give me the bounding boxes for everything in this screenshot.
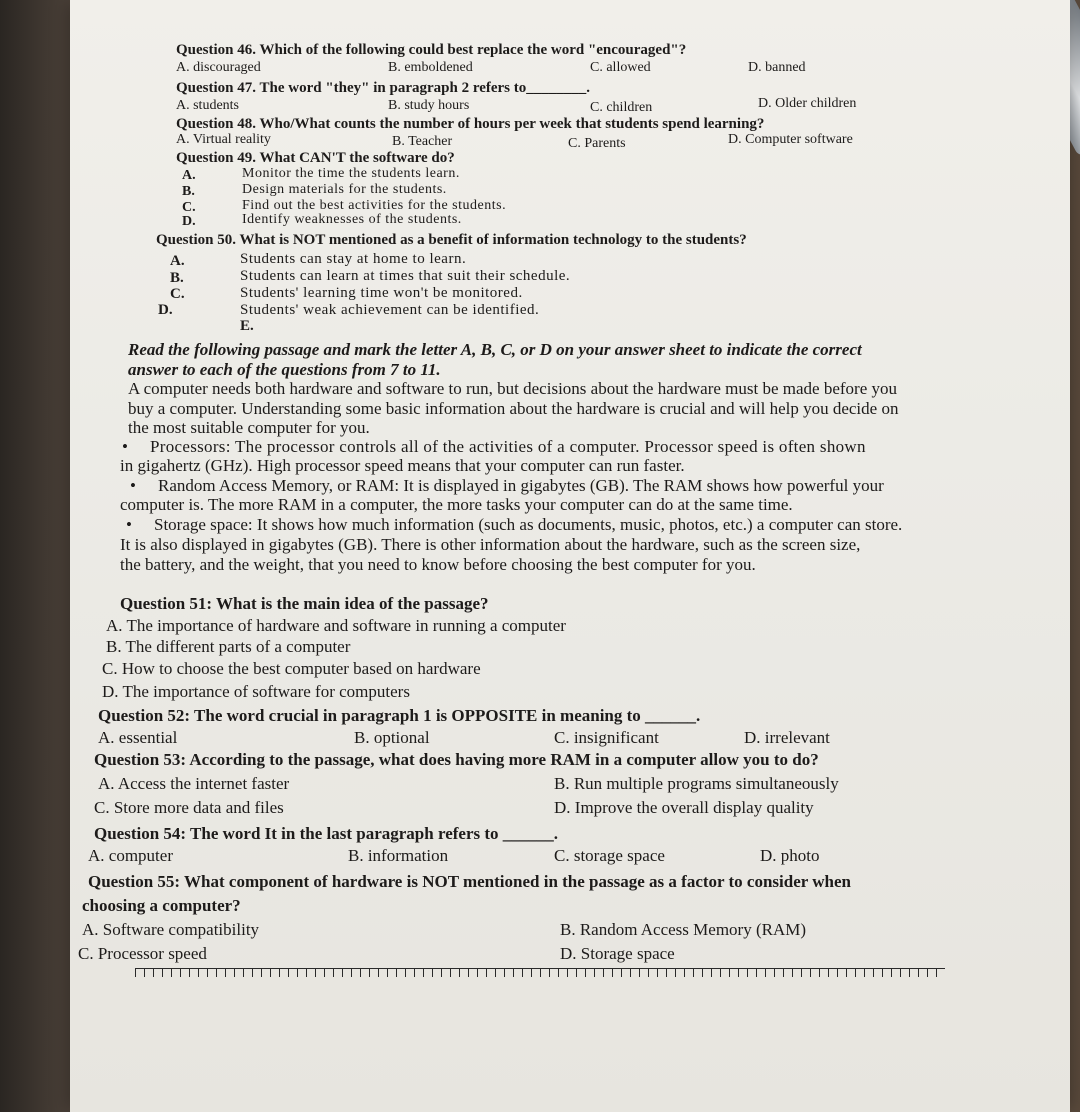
passage-b1-line-2: in gigahertz (GHz). High processor speed means that your computer can run faster. [120, 456, 685, 475]
q46-option-b[interactable]: B. emboldened [388, 60, 473, 75]
q50-label-c: C. [170, 286, 185, 302]
passage-b2-line-1: Random Access Memory, or RAM: It is displayed in gigabytes (GB). The RAM shows how powerful your [158, 476, 884, 495]
q50-label-e: E. [240, 318, 254, 334]
q54-option-c[interactable]: C. storage space [554, 846, 665, 865]
q47-option-c[interactable]: C. children [590, 100, 653, 115]
q47-stem: Question 47. The word "they" in paragraph 2 refers to________. [176, 80, 591, 96]
passage-b3-line-3: the battery, and the weight, that you need to know before choosing the best computer for you. [120, 555, 756, 574]
q54-option-b[interactable]: B. information [348, 846, 449, 865]
q49-option-b[interactable]: Design materials for the students. [242, 182, 447, 197]
q50-label-d: D. [158, 302, 173, 318]
q50-label-b: B. [170, 270, 184, 286]
q53-option-c[interactable]: C. Store more data and files [94, 798, 284, 817]
q50-option-d[interactable]: Students' weak achievement can be identified. [240, 302, 540, 318]
q55-option-b[interactable]: B. Random Access Memory (RAM) [560, 920, 807, 939]
q52-option-c[interactable]: C. insignificant [554, 728, 659, 747]
worksheet-page [70, 0, 1070, 1112]
q47-option-d[interactable]: D. Older children [758, 96, 857, 111]
passage-b2-line-2: computer is. The more RAM in a computer, the more tasks your computer can do at the same time. [120, 495, 793, 514]
q49-label-a: A. [182, 168, 196, 183]
q51-option-a[interactable]: A. The importance of hardware and software in running a computer [106, 616, 566, 635]
q46-stem: Question 46. Which of the following could best replace the word "encouraged"? [176, 42, 687, 58]
q49-option-d[interactable]: Identify weaknesses of the students. [242, 212, 462, 227]
q47-option-a[interactable]: A. students [176, 98, 239, 113]
q51-option-b[interactable]: B. The different parts of a computer [106, 637, 351, 656]
q53-option-a[interactable]: A. Access the internet faster [98, 774, 290, 793]
q55-stem-line-2: choosing a computer? [82, 896, 241, 915]
q51-option-c[interactable]: C. How to choose the best computer based on hardware [102, 659, 481, 678]
q53-option-b[interactable]: B. Run multiple programs simultaneously [554, 774, 839, 793]
instruction-line-2: answer to each of the questions from 7 to 11. [128, 360, 441, 379]
q46-option-d[interactable]: D. banned [748, 60, 806, 75]
q49-stem: Question 49. What CAN'T the software do? [176, 150, 455, 166]
passage-b3-line-1: Storage space: It shows how much information (such as documents, music, photos, etc.) a computer can store. [154, 515, 903, 534]
q55-option-d[interactable]: D. Storage space [560, 944, 675, 963]
q51-option-d[interactable]: D. The importance of software for computers [102, 682, 410, 701]
q49-label-c: C. [182, 200, 196, 215]
q48-option-c[interactable]: C. Parents [568, 136, 626, 151]
q46-option-c[interactable]: C. allowed [590, 60, 651, 75]
passage-b3-line-2: It is also displayed in gigabytes (GB). There is other information about the hardware, such as the screen size, [120, 535, 861, 554]
bullet-2: • [130, 476, 136, 495]
q50-label-a: A. [170, 253, 185, 269]
q49-label-d: D. [182, 214, 196, 229]
bullet-3: • [126, 515, 132, 534]
q54-option-a[interactable]: A. computer [88, 846, 173, 865]
q51-stem: Question 51: What is the main idea of the passage? [120, 594, 489, 613]
q46-option-a[interactable]: A. discouraged [176, 60, 261, 75]
q55-option-a[interactable]: A. Software compatibility [82, 920, 260, 939]
q50-option-c[interactable]: Students' learning time won't be monitored. [240, 285, 523, 301]
q48-option-a[interactable]: A. Virtual reality [176, 132, 271, 147]
bullet-1: • [122, 437, 128, 456]
q50-option-b[interactable]: Students can learn at times that suit their schedule. [240, 268, 571, 284]
q50-stem: Question 50. What is NOT mentioned as a benefit of information technology to the students? [156, 232, 747, 248]
q53-option-d[interactable]: D. Improve the overall display quality [554, 798, 814, 817]
q55-option-c[interactable]: C. Processor speed [78, 944, 207, 963]
q52-option-d[interactable]: D. irrelevant [744, 728, 830, 747]
q49-label-b: B. [182, 184, 195, 199]
q50-option-a[interactable]: Students can stay at home to learn. [240, 251, 467, 267]
q52-stem: Question 52: The word crucial in paragraph 1 is OPPOSITE in meaning to ______. [98, 706, 701, 725]
q53-stem: Question 53: According to the passage, what does having more RAM in a computer allow you to do? [94, 750, 819, 769]
q52-option-b[interactable]: B. optional [354, 728, 430, 747]
q48-option-b[interactable]: B. Teacher [392, 134, 453, 149]
passage-p1-line-3: the most suitable computer for you. [128, 418, 370, 437]
dotted-separator [135, 968, 945, 977]
passage-p1-line-1: A computer needs both hardware and software to run, but decisions about the hardware must be made before you [128, 379, 898, 398]
q47-option-b[interactable]: B. study hours [388, 98, 470, 113]
q52-option-a[interactable]: A. essential [98, 728, 178, 747]
q54-stem: Question 54: The word It in the last paragraph refers to ______. [94, 824, 559, 843]
instruction-line-1: Read the following passage and mark the letter A, B, C, or D on your answer sheet to indicate the correct [128, 340, 862, 359]
passage-b1-line-1: Processors: The processor controls all of the activities of a computer. Processor speed is often shown [150, 437, 866, 456]
q54-option-d[interactable]: D. photo [760, 846, 820, 865]
q49-option-a[interactable]: Monitor the time the students learn. [242, 166, 460, 181]
passage-p1-line-2: buy a computer. Understanding some basic information about the hardware is crucial and will help you decide on [128, 399, 899, 418]
q49-option-c[interactable]: Find out the best activities for the students. [242, 198, 507, 213]
q55-stem-line-1: Question 55: What component of hardware is NOT mentioned in the passage as a factor to consider when [88, 872, 851, 891]
q48-stem: Question 48. Who/What counts the number of hours per week that students spend learning? [176, 116, 765, 132]
q48-option-d[interactable]: D. Computer software [728, 132, 853, 147]
